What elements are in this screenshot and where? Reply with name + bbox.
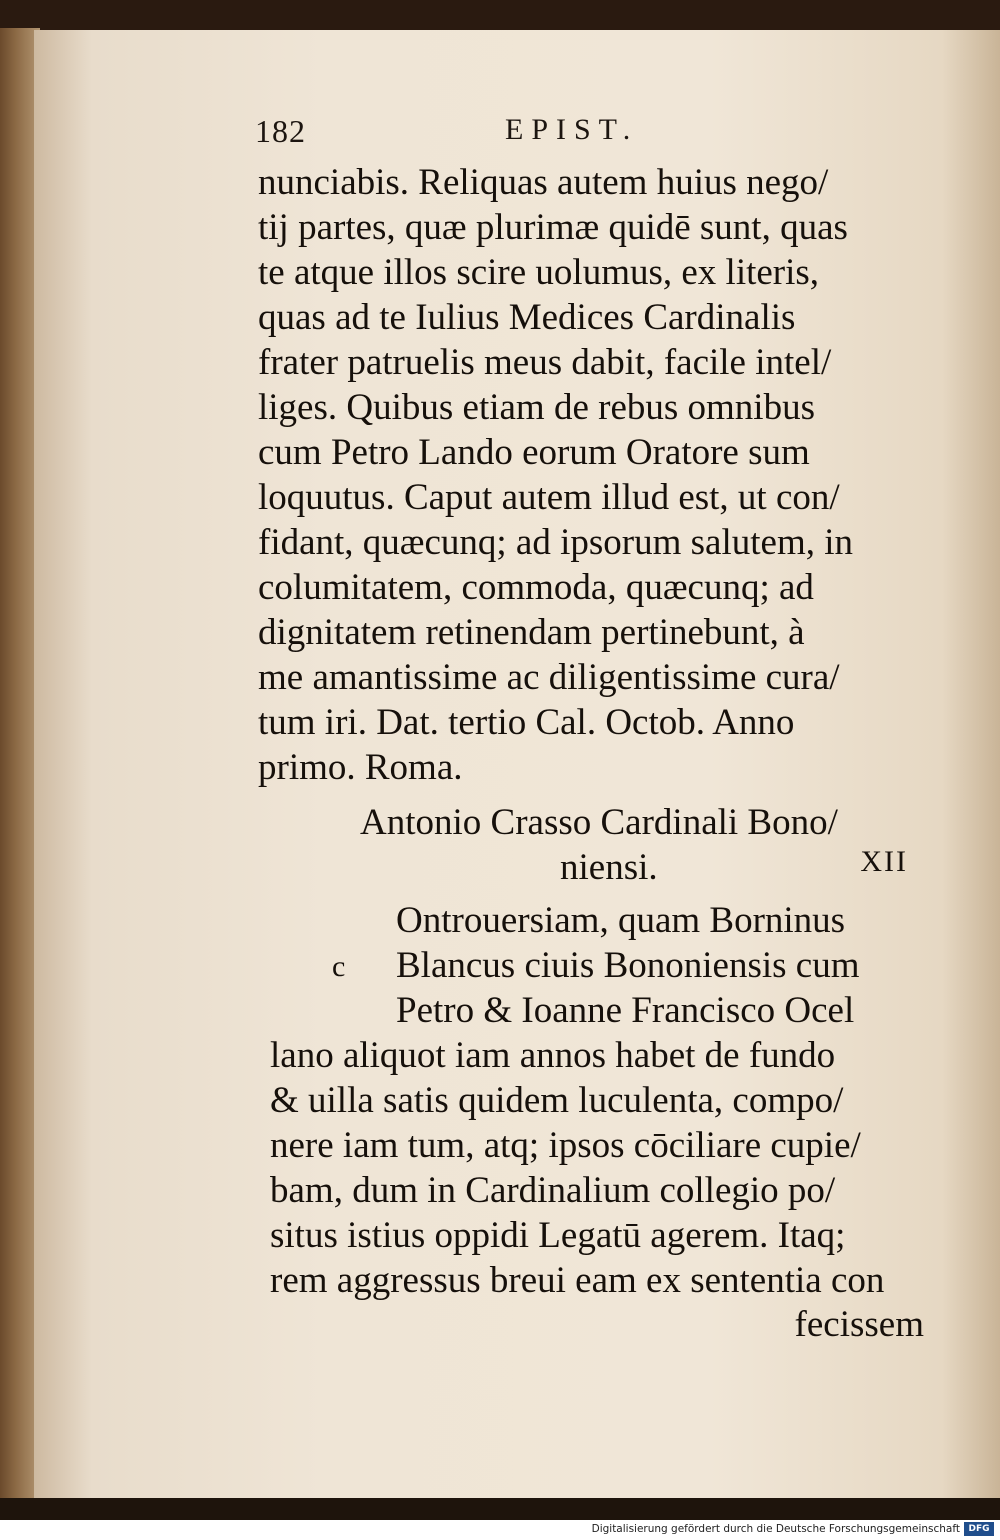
heading-line: Antonio Crasso Cardinali Bono/ xyxy=(360,802,838,843)
text-line: Petro & Ioanne Francisco Ocel xyxy=(396,990,855,1031)
text-line: me amantissime ac diligentissime cura/ xyxy=(258,657,840,698)
guide-letter: c xyxy=(332,950,346,983)
text-line: tij partes, quæ plurimæ quidē sunt, quas xyxy=(258,207,848,248)
heading-line: niensi. xyxy=(560,847,658,888)
body-text-upper xyxy=(258,160,918,790)
text-line: nunciabis. Reliquas autem huius nego/ xyxy=(258,162,829,203)
text-line: rem aggressus breui eam ex sententia con xyxy=(270,1260,885,1301)
text-line: te atque illos scire uolumus, ex literis, xyxy=(258,252,820,293)
running-head: EPIST. xyxy=(505,113,639,146)
text-line: cum Petro Lando eorum Oratore sum xyxy=(258,432,810,473)
page-header xyxy=(255,113,915,153)
text-line: liges. Quibus etiam de rebus omnibus xyxy=(258,387,815,428)
text-line: loquutus. Caput autem illud est, ut con/ xyxy=(258,477,840,518)
text-line: tum iri. Dat. tertio Cal. Octob. Anno xyxy=(258,702,795,743)
letter-heading xyxy=(360,800,920,890)
page-number: 182 xyxy=(255,113,306,149)
catchword: fecissem xyxy=(794,1304,924,1345)
text-line: quas ad te Iulius Medices Cardinalis xyxy=(258,297,796,338)
page-shadow xyxy=(0,1498,1000,1520)
text-line: primo. Roma. xyxy=(258,747,463,788)
text-line: Blancus ciuis Bononiensis cum xyxy=(396,945,860,986)
text-line: nere iam tum, atq; ipsos cōciliare cupie/ xyxy=(270,1125,861,1166)
text-line: dignitatem retinendam pertinebunt, à xyxy=(258,612,805,653)
text-line: Ontrouersiam, quam Borninus xyxy=(396,900,846,941)
text-line: & uilla satis quidem luculenta, compo/ xyxy=(270,1080,844,1121)
letter-number: XII xyxy=(860,845,908,878)
text-line: lano aliquot iam annos habet de fundo xyxy=(270,1035,836,1076)
text-line: frater patruelis meus dabit, facile intel/ xyxy=(258,342,832,383)
dfg-logo-icon: DFG xyxy=(964,1522,994,1536)
text-line: fidant, quæcunq; ad ipsorum salutem, in xyxy=(258,522,853,563)
footer-credit: Digitalisierung gefördert durch die Deutsche Forschungsgemeinschaft xyxy=(591,1523,960,1535)
text-line: columitatem, commoda, quæcunq; ad xyxy=(258,567,814,608)
text-line: situs istius oppidi Legatū agerem. Itaq; xyxy=(270,1215,846,1256)
body-text-lower xyxy=(270,898,930,1303)
text-line: bam, dum in Cardinalium collegio po/ xyxy=(270,1170,836,1211)
